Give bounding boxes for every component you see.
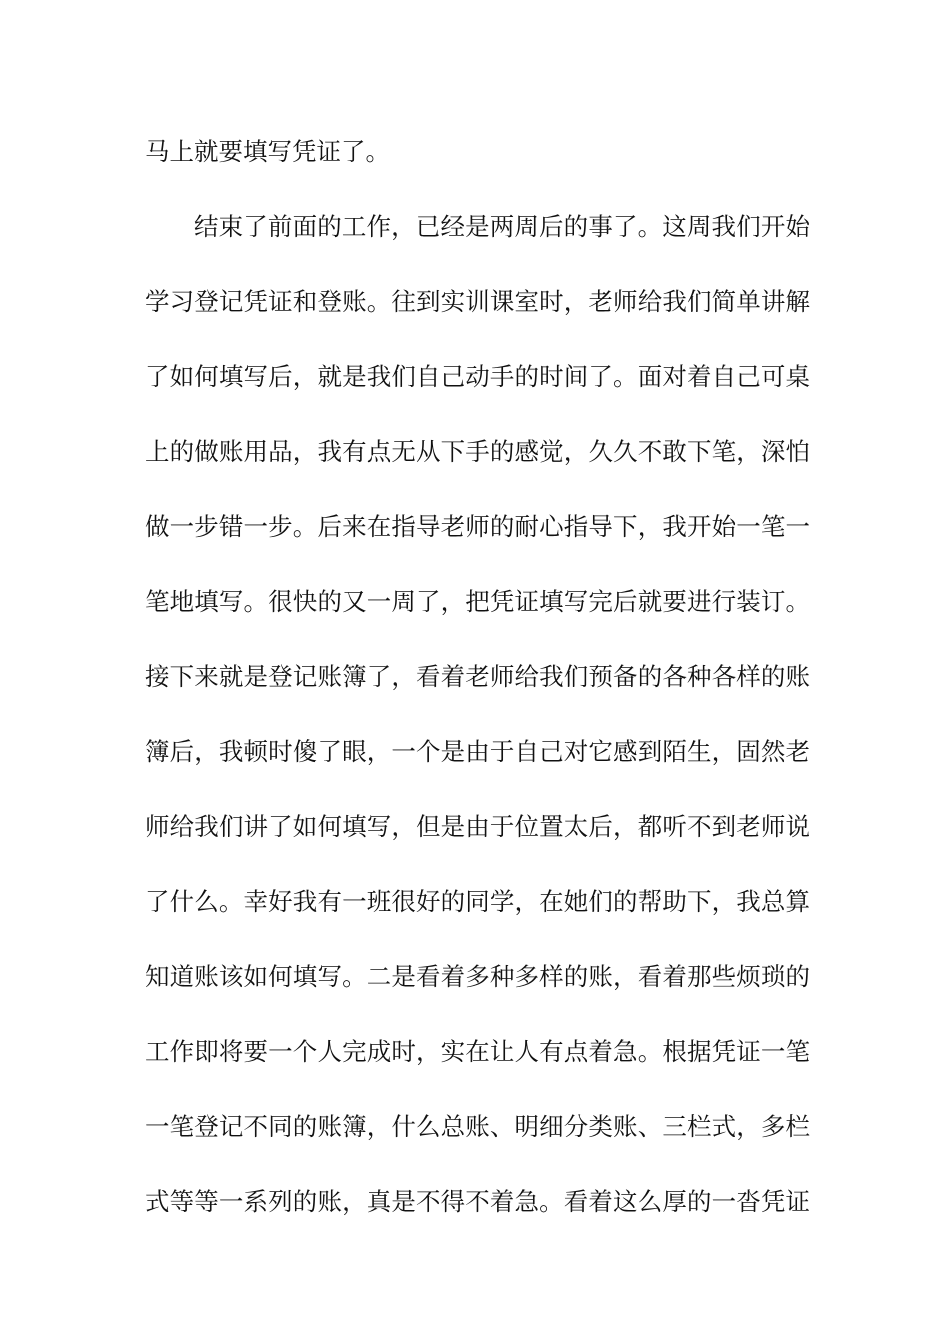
text-line-8: 接下来就是登记账簿了，看着老师给我们预备的各种各样的账 bbox=[145, 662, 810, 691]
text-line-12: 知道账该如何填写。二是看着多种多样的账，看着那些烦琐的 bbox=[145, 962, 810, 991]
paragraph-first-line: 结束了前面的工作，已经是两周后的事了。这周我们开始 bbox=[194, 212, 810, 241]
text-line-4: 了如何填写后，就是我们自己动手的时间了。面对着自己可桌 bbox=[145, 362, 810, 391]
text-line-10: 师给我们讲了如何填写，但是由于位置太后，都听不到老师说 bbox=[145, 812, 810, 841]
text-line-13: 工作即将要一个人完成时，实在让人有点着急。根据凭证一笔 bbox=[145, 1037, 810, 1066]
text-line-11: 了什么。幸好我有一班很好的同学，在她们的帮助下，我总算 bbox=[145, 887, 810, 916]
text-line-1: 马上就要填写凭证了。 bbox=[145, 137, 390, 166]
text-line-15: 式等等一系列的账，真是不得不着急。看着这么厚的一沓凭证 bbox=[145, 1187, 810, 1216]
text-line-5: 上的做账用品，我有点无从下手的感觉，久久不敢下笔，深怕 bbox=[145, 437, 810, 466]
text-line-6: 做一步错一步。后来在指导老师的耐心指导下，我开始一笔一 bbox=[145, 512, 810, 541]
text-line-3: 学习登记凭证和登账。往到实训课室时，老师给我们简单讲解 bbox=[145, 287, 810, 316]
text-line-7: 笔地填写。很快的又一周了，把凭证填写完后就要进行装订。 bbox=[145, 587, 810, 616]
text-line-14: 一笔登记不同的账簿，什么总账、明细分类账、三栏式，多栏 bbox=[145, 1112, 810, 1141]
text-line-9: 簿后，我顿时傻了眼，一个是由于自己对它感到陌生，固然老 bbox=[145, 737, 810, 766]
